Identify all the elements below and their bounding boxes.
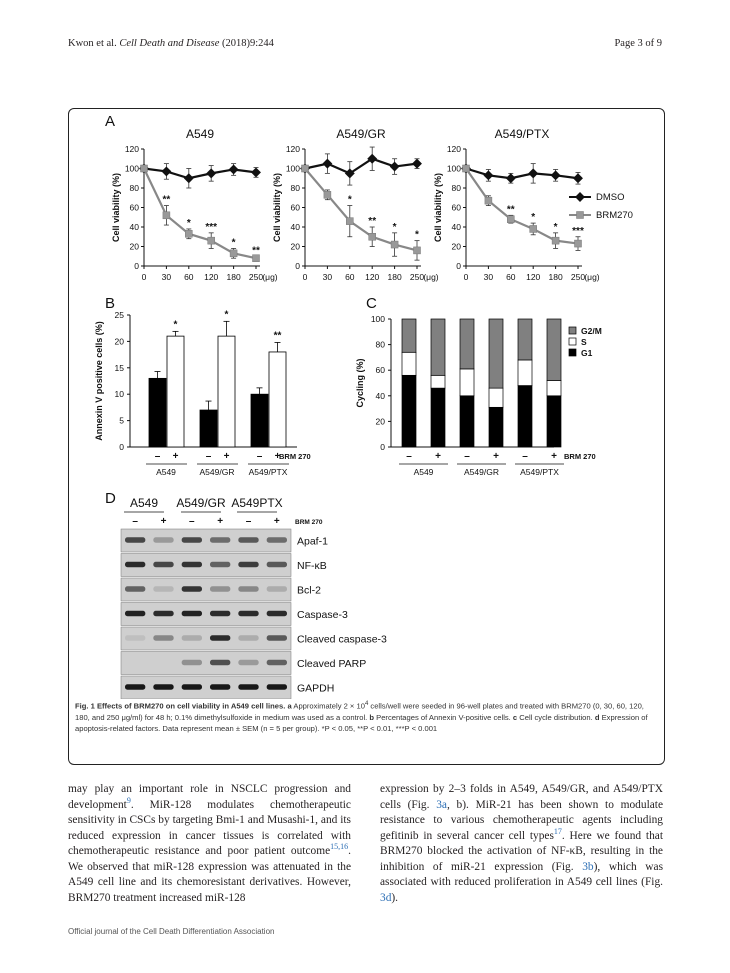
lane-treatment-sign: – (189, 516, 195, 527)
dmso-series-line (305, 159, 417, 174)
panel-a-y-tick-label: 0 (456, 261, 461, 271)
lane-treatment-sign: – (132, 516, 138, 527)
panel-a-x-unit: (μg) (262, 272, 278, 282)
blot-strip (121, 627, 291, 650)
protein-band (210, 635, 230, 641)
protein-band (182, 611, 202, 617)
blot-strip (121, 554, 291, 577)
panel-c-y-tick-label: 80 (375, 339, 385, 350)
figure-link[interactable]: 3a (436, 798, 447, 811)
protein-band (267, 611, 287, 617)
treatment-sign: – (154, 451, 161, 462)
brm270-series-line (305, 169, 417, 251)
panel-a-y-axis-label: Cell viability (%) (272, 172, 282, 243)
header-journal: Cell Death and Disease (119, 38, 220, 49)
treatment-sign: – (464, 451, 470, 462)
stacked-segment-g1 (402, 375, 416, 447)
panel-d-treatment-label: BRM 270 (295, 519, 323, 526)
body-text-span: , b). MiR-21 has been shown to modulate resistance to various chemotherapeutic agents including gefitinib in several cancer cell types (380, 798, 664, 842)
panel-c-group-label: A549/PTX (520, 467, 559, 477)
body-text-span: may play an important role in NSCLC progression and development (68, 783, 351, 811)
panel-a-y-tick-label: 60 (129, 202, 139, 213)
caption-b-label: b (369, 712, 375, 722)
significance-marker: * (392, 221, 397, 233)
significance-marker: ** (506, 204, 515, 216)
brm270-series-line (466, 169, 578, 244)
panel-a-y-tick-label: 20 (129, 241, 139, 252)
panel-a-x-tick-label: 30 (161, 272, 172, 282)
caption-d-text: Expression of apoptosis-related factors. Data represent mean ± SEM (n = 5 per group). *P < 0.05, **P < 0.01, ***P < 0.001 (75, 712, 648, 733)
panel-a-x-tick-label: 120 (204, 272, 219, 282)
panel-c-treatment-label: BRM 270 (564, 452, 596, 461)
protein-band (125, 684, 145, 690)
panel-b-y-tick-label: 20 (114, 336, 124, 347)
panel-c-y-tick-label: 40 (375, 390, 385, 401)
caption-b-text: Percentages of Annexin V-positive cells. (376, 712, 511, 722)
panel-a-x-tick-label: 0 (463, 272, 469, 282)
header-volume: (2018)9:244 (221, 38, 274, 49)
protein-label: GAPDH (297, 682, 335, 695)
body-text-span: expression by 2–3 folds in A549, A549/GR, and A549/PTX cells (Fig. (380, 783, 663, 811)
protein-band (153, 586, 173, 592)
panel-b-y-tick-label: 15 (114, 362, 124, 373)
protein-band (267, 586, 287, 592)
protein-band (153, 562, 173, 568)
stacked-segment-s (402, 352, 416, 375)
panel-b-group-label: A549/GR (199, 467, 235, 477)
dmso-data-point (251, 167, 261, 177)
significance-marker: ** (252, 245, 260, 257)
dmso-data-point (322, 159, 332, 169)
figure-caption (75, 699, 658, 734)
page-footer: Official journal of the Cell Death Differentiation Association (68, 927, 275, 936)
stacked-segment-g1 (460, 396, 474, 447)
panel-c-legend-label: S (581, 337, 587, 347)
brm270-data-point (163, 212, 170, 219)
panel-c-group-label: A549 (413, 467, 434, 477)
protein-band (182, 684, 202, 690)
brm270-data-point (230, 250, 237, 257)
treatment-sign: – (256, 451, 263, 462)
brm270-data-point (463, 165, 470, 172)
protein-label: Apaf-1 (297, 535, 328, 548)
panel-a-y-tick-label: 20 (290, 241, 300, 252)
panel-a-x-unit: (μg) (584, 272, 600, 282)
significance-marker: * (173, 319, 178, 331)
panel-c-legend-swatch (569, 349, 576, 356)
lane-treatment-sign: + (160, 516, 167, 527)
significance-marker: * (224, 309, 229, 321)
protein-label: Bcl-2 (297, 584, 321, 597)
brm270-data-point (507, 216, 514, 223)
brm270-data-point (141, 165, 148, 172)
treatment-sign: + (551, 451, 557, 462)
stacked-segment-g1 (518, 386, 532, 447)
panel-a-y-tick-label: 120 (285, 144, 300, 154)
control-bar (149, 378, 166, 447)
protein-band (238, 684, 258, 690)
panel-a-x-tick-label: 180 (226, 272, 241, 282)
significance-marker: ** (162, 194, 171, 206)
protein-band (210, 586, 230, 592)
panel-a-x-tick-label: 60 (345, 272, 355, 282)
brm270-data-point (530, 225, 537, 232)
panel-a-y-tick-label: 100 (124, 163, 139, 174)
stacked-segment-s (489, 388, 503, 407)
panel-c-y-tick-label: 100 (370, 314, 385, 324)
stacked-segment-g2m (460, 319, 474, 369)
panel-a-x-tick-label: 250 (409, 272, 425, 282)
treatment-sign: + (274, 451, 281, 462)
protein-band (182, 537, 202, 543)
legend-dmso-marker (575, 192, 585, 202)
protein-band (153, 537, 173, 543)
brm270-data-point (208, 237, 215, 244)
protein-band (125, 586, 145, 592)
panel-a-x-tick-label: 0 (141, 272, 147, 282)
dmso-data-point (528, 168, 538, 178)
significance-marker: ** (368, 216, 377, 227)
reference-link[interactable]: 17 (553, 826, 562, 836)
dmso-data-point (573, 173, 583, 183)
blot-strip (121, 676, 291, 699)
reference-link[interactable]: 16 (340, 842, 349, 852)
treatment-sign: + (493, 451, 499, 462)
figure-link[interactable]: 3b (582, 860, 594, 873)
lane-treatment-sign: + (217, 516, 224, 527)
panel-a-y-tick-label: 60 (451, 202, 461, 213)
treatment-sign: – (522, 451, 528, 462)
panel-c-y-tick-label: 0 (380, 442, 385, 452)
panel-a-y-axis-label: Cell viability (%) (111, 172, 121, 243)
brm270-data-point (414, 247, 421, 254)
blot-strip (121, 652, 291, 675)
protein-band (210, 537, 230, 543)
stacked-segment-g2m (489, 319, 503, 388)
blot-strip (121, 529, 291, 552)
significance-marker: *** (205, 221, 218, 233)
significance-marker: * (553, 221, 558, 233)
blot-strip (121, 578, 291, 601)
protein-band (153, 684, 173, 690)
stacked-segment-s (431, 375, 445, 388)
dmso-data-point (390, 162, 400, 172)
panel-c-legend-label: G1 (581, 348, 593, 358)
body-text-span: ), which was associated with reduced proliferation in A549 cell lines (Fig. (380, 860, 664, 888)
protein-band (210, 562, 230, 568)
body-column-right (380, 782, 663, 906)
dmso-data-point (161, 166, 171, 176)
panel-a-y-tick-label: 80 (129, 183, 139, 193)
protein-label: Cleaved caspase-3 (297, 633, 387, 646)
significance-marker: ** (273, 330, 282, 342)
protein-band (267, 537, 287, 543)
protein-band (267, 562, 287, 568)
body-text-span: ). (391, 891, 399, 904)
body-text-span: . MiR-128 modulates chemotherapeutic sensitivity in CSCs by targeting Bmi-1 and Musashi-1, and its reduced expression in cancer tissues is correlated with chemotherapeutic resistance and poor patient outcome (68, 798, 351, 857)
figure-graphics (69, 109, 664, 699)
stacked-segment-g2m (431, 319, 445, 375)
protein-band (238, 537, 258, 543)
legend-brm270-label: BRM270 (596, 210, 633, 221)
panel-b-y-tick-label: 5 (119, 415, 124, 426)
panel-d-group-label: A549/GR (176, 496, 226, 510)
dmso-series-line (466, 169, 578, 179)
panel-c-label: C (366, 295, 377, 312)
panel-c-y-axis-label: Cycling (%) (355, 358, 365, 408)
panel-b-y-axis-label: Annexin V positive cells (%) (94, 321, 104, 441)
panel-a-y-tick-label: 20 (451, 241, 461, 252)
blot-strip (121, 603, 291, 626)
significance-marker: * (231, 237, 236, 249)
protein-band (125, 611, 145, 617)
dmso-data-point (551, 170, 561, 180)
protein-band (238, 562, 258, 568)
dmso-data-point (184, 173, 194, 183)
dmso-data-point (229, 165, 239, 175)
panel-d-group-label: A549PTX (231, 496, 283, 510)
panel-b-y-tick-label: 25 (114, 310, 124, 320)
treatment-sign: – (205, 451, 212, 462)
panel-c-y-tick-label: 20 (375, 416, 385, 427)
stacked-segment-g1 (489, 407, 503, 447)
panel-c-legend-swatch (569, 327, 576, 334)
legend-brm270-marker (577, 212, 584, 219)
brm270-bar (218, 336, 235, 447)
reference-link[interactable]: 9 (126, 795, 131, 805)
panel-a-label: A (105, 113, 116, 130)
figure-link[interactable]: 3d (380, 891, 392, 904)
caption-a-text-2: cells/well were seeded in 96-well plates and treated with BRM270 (0, 30, 60, 120, 180, and 250 μg/ml) for 48 h; 0.1% dimethylsulfoxide in medium was used as a control. (75, 701, 644, 722)
stacked-segment-g2m (518, 319, 532, 360)
protein-band (210, 684, 230, 690)
stacked-segment-g1 (431, 388, 445, 447)
caption-d-label: d (594, 712, 600, 722)
caption-c-text: Cell cycle distribution. (519, 712, 593, 722)
stacked-segment-s (518, 360, 532, 386)
stacked-segment-s (547, 380, 561, 395)
significance-marker: *** (572, 225, 584, 237)
brm270-data-point (485, 197, 492, 204)
dmso-data-point (506, 173, 516, 183)
panel-a-x-tick-label: 60 (506, 272, 516, 282)
stacked-segment-s (460, 369, 474, 396)
panel-a-x-tick-label: 120 (526, 272, 541, 282)
panel-a-x-tick-label: 0 (302, 272, 308, 282)
protein-band (125, 635, 145, 641)
panel-a-x-unit: (μg) (423, 272, 439, 282)
significance-marker: * (415, 229, 419, 241)
protein-band (153, 611, 173, 617)
protein-band (182, 660, 202, 666)
panel-a-y-tick-label: 80 (290, 183, 300, 193)
brm270-data-point (552, 237, 559, 244)
panel-a-y-tick-label: 40 (129, 222, 139, 232)
panel-d-group-label: A549 (129, 496, 159, 510)
protein-band (238, 586, 258, 592)
brm270-data-point (185, 230, 192, 237)
control-bar (251, 394, 268, 447)
dmso-data-point (483, 170, 493, 180)
significance-marker: * (531, 212, 536, 224)
panel-a-chart-title: A549 (185, 127, 215, 141)
body-paragraph-right (380, 782, 663, 906)
panel-c-legend-label: G2/M (581, 326, 602, 336)
panel-a-x-tick-label: 120 (365, 272, 380, 282)
panel-b-y-tick-label: 10 (114, 389, 124, 400)
treatment-sign: + (223, 451, 230, 462)
protein-band (182, 635, 202, 641)
brm270-data-point (391, 241, 398, 248)
brm270-bar (167, 336, 184, 447)
protein-band (267, 635, 287, 641)
figure-1 (68, 108, 665, 765)
protein-band (153, 635, 173, 641)
caption-a-text-1: Approximately 2 × 10 (293, 701, 365, 711)
brm270-data-point (575, 240, 582, 247)
panel-a-chart-title: A549/PTX (494, 127, 550, 141)
brm270-series-line (144, 169, 256, 259)
protein-band (210, 611, 230, 617)
stacked-segment-g1 (547, 396, 561, 447)
page-number: Page 3 of 9 (614, 38, 662, 49)
protein-band (125, 537, 145, 543)
stacked-segment-g2m (547, 319, 561, 380)
dmso-series-line (144, 169, 256, 179)
panel-a-y-tick-label: 0 (295, 261, 300, 271)
panel-a-y-tick-label: 120 (446, 144, 461, 154)
panel-a-x-tick-label: 60 (184, 272, 194, 282)
panel-b-group-label: A549/PTX (248, 467, 288, 477)
protein-band (210, 660, 230, 666)
brm270-data-point (302, 165, 309, 172)
panel-b-group-label: A549 (156, 467, 176, 477)
panel-c-y-tick-label: 60 (375, 365, 385, 376)
panel-a-y-tick-label: 40 (290, 222, 300, 232)
caption-a-label: a (287, 701, 292, 711)
protein-band (238, 660, 258, 666)
panel-a-x-tick-label: 250 (570, 272, 586, 282)
panel-a-y-tick-label: 120 (124, 144, 139, 154)
caption-a-sup: 4 (364, 701, 369, 707)
panel-a-x-tick-label: 180 (548, 272, 563, 282)
stacked-segment-g2m (402, 319, 416, 352)
significance-marker: * (186, 217, 191, 229)
panel-b-label: B (105, 295, 116, 312)
panel-c-legend-swatch (569, 338, 576, 345)
brm270-data-point (346, 218, 353, 225)
panel-a-chart-title: A549/GR (336, 127, 386, 141)
treatment-sign: + (435, 451, 441, 462)
panel-b-y-tick-label: 0 (119, 442, 124, 452)
protein-band (125, 562, 145, 568)
protein-label: NF-κB (297, 559, 327, 572)
treatment-sign: – (406, 451, 412, 462)
panel-a-x-tick-label: 30 (322, 272, 333, 282)
panel-c-group-label: A549/GR (464, 467, 499, 477)
running-header-citation (68, 38, 274, 49)
protein-band (267, 684, 287, 690)
protein-band (182, 562, 202, 568)
body-text-span: . We observed that miR-128 expression was attenuated in the A549 cell line and its chemoresistant derivatives. However, BRM270 treatment increased miR-128 (68, 845, 351, 904)
body-paragraph-left (68, 782, 351, 906)
panel-a-x-tick-label: 180 (387, 272, 402, 282)
panel-a-y-tick-label: 100 (446, 163, 461, 174)
panel-a-y-tick-label: 40 (451, 222, 461, 232)
lane-treatment-sign: + (273, 516, 280, 527)
protein-band (182, 586, 202, 592)
caption-c-label: c (512, 712, 518, 722)
panel-a-y-tick-label: 0 (134, 261, 139, 271)
panel-a-x-tick-label: 250 (248, 272, 264, 282)
reference-link[interactable]: 15, (330, 842, 341, 852)
treatment-sign: + (172, 451, 179, 462)
brm270-data-point (369, 233, 376, 240)
body-column-left (68, 782, 351, 906)
lane-treatment-sign: – (245, 516, 252, 527)
protein-band (238, 611, 258, 617)
protein-label: Cleaved PARP (297, 657, 367, 670)
significance-marker: * (347, 194, 352, 206)
panel-a-y-tick-label: 60 (290, 202, 300, 213)
panel-a-y-tick-label: 80 (451, 183, 461, 193)
panel-b-treatment-label: BRM 270 (279, 452, 311, 461)
brm270-data-point (324, 191, 331, 198)
legend-dmso-label: DMSO (596, 192, 625, 203)
header-authors: Kwon et al. (68, 38, 117, 49)
caption-title: Fig. 1 Effects of BRM270 on cell viability in A549 cell lines. (75, 701, 286, 711)
dmso-data-point (412, 159, 422, 169)
protein-band (238, 635, 258, 641)
panel-a-y-tick-label: 100 (285, 163, 300, 174)
body-text-span: . Here we found that BRM270 blocked the activation of NF-κB, resulting in the inhibition of miR-21 expression (Fig. (380, 829, 663, 873)
dmso-data-point (206, 168, 216, 178)
protein-band (267, 660, 287, 666)
panel-a-x-tick-label: 30 (483, 272, 494, 282)
control-bar (200, 410, 217, 447)
panel-d-label: D (105, 490, 116, 507)
panel-a-y-axis-label: Cell viability (%) (433, 172, 443, 243)
brm270-bar (269, 352, 286, 447)
protein-label: Caspase-3 (297, 608, 348, 621)
